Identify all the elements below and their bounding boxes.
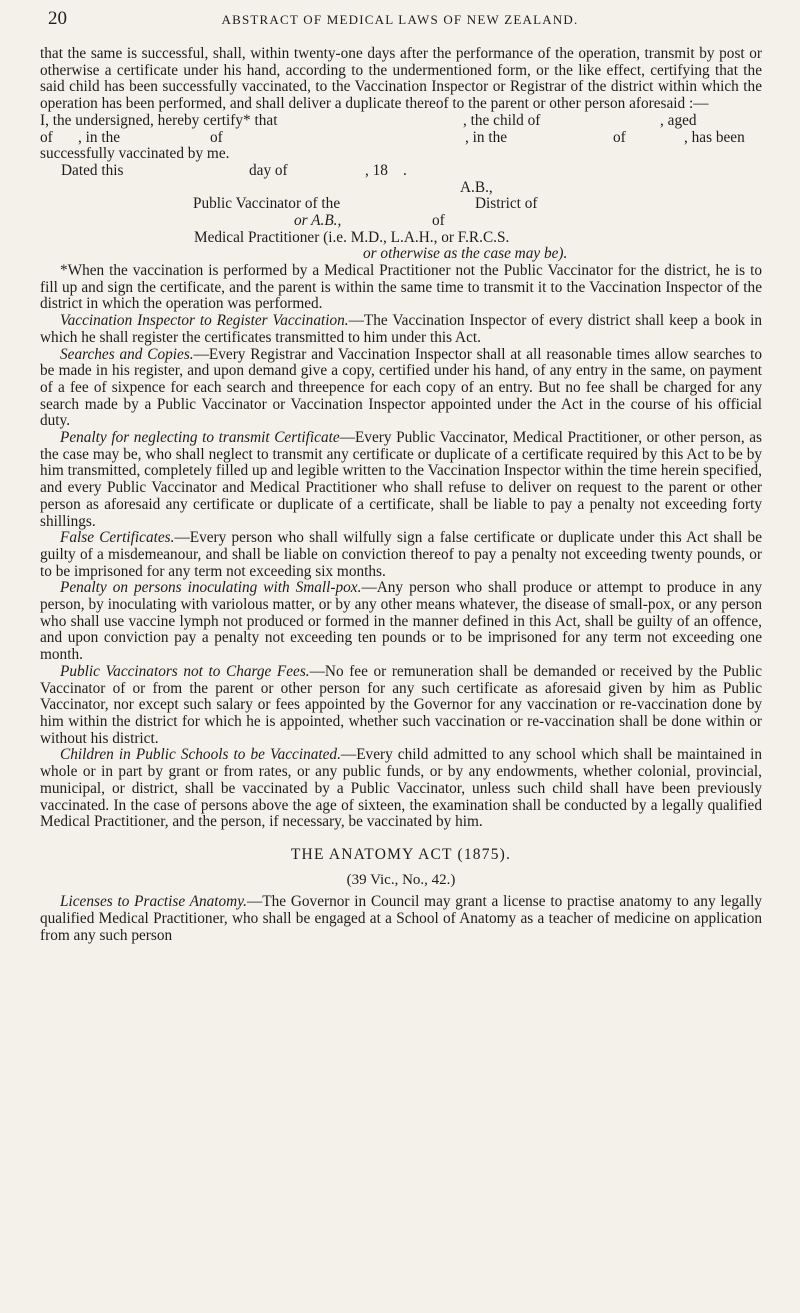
section-small-pox: [40, 580, 762, 664]
section-schools: [40, 747, 762, 831]
section-text: —Any person who shall produce or attempt to produce in any person, by inoculating with variolous matter, or by any other means whatever, the disease of small-pox, or any person who shall use vaccine lymph not produced or formed in the manner defined in this Act, shall be guilty of an offence, and upon conviction pay a penalty not exceeding ten pounds or to be imprisoned for any term not exceeding one month.: [40, 579, 762, 664]
section-text: —The Vaccination Inspector of every district shall keep a book in which he shall register the certificates transmitted to him under this Act.: [40, 312, 762, 346]
section-text: —Every Registrar and Vaccination Inspector shall at all reasonable times allow searches to be made in his register, and upon demand give a copy, certified under his hand, of any entry in the same, on payment of a fee of sixpence for each search and threepence for each copy of an entry. But no fee shall be charged for any search made by a Public Vaccinator or Vaccination Inspector appointed under the Act in the course of his official duty.: [40, 345, 762, 430]
section-penalty-certificate: [40, 430, 762, 530]
section-heading: Children in Public Schools to be Vaccinated.: [60, 746, 341, 764]
section-text: —The Governor in Council may grant a license to practise anatomy to any legally qualified Medical Practitioner, who shall be engaged at a School of Anatomy as a teacher of medicine on application from any such person: [40, 893, 762, 944]
signature-line-or: [40, 213, 762, 230]
certificate-text: , in the: [465, 128, 508, 146]
section-heading: Public Vaccinators not to Charge Fees.: [60, 662, 310, 680]
signature-text: of: [432, 211, 445, 229]
section-heading: Licenses to Practise Anatomy.: [60, 893, 247, 911]
footnote: *When the vaccination is performed by a Medical Practitioner not the Public Vaccinator for the district, he is to fill up and sign the certificate, and the parent is within the same time to transmit it to the Vaccination Inspector of the district in which the operation was performed.: [40, 262, 762, 313]
section-text: —Every Public Vaccinator, Medical Practitioner, or other person, as the case may be, who shall neglect to transmit any certificate or duplicate of a certificate required by this Act to be by him transmitted, completely filled up and legible written to the Vaccination Inspector within the time herein specified, and every Public Vaccinator and Medical Practitioner who shall refuse to deliver on request to the parent or other person as aforesaid any certificate or duplicate of a certificate, shall be liable to pay a penalty not exceeding forty shillings.: [40, 429, 762, 530]
body-text: [40, 46, 762, 944]
section-heading: Penalty on persons inoculating with Small-pox.: [60, 579, 362, 597]
signature-line-ab: [40, 180, 762, 197]
signature-text: Public Vaccinator of the: [193, 195, 341, 213]
certificate-line-2: [40, 130, 762, 147]
certificate-text: I, the undersigned, hereby certify* that: [40, 111, 278, 129]
certificate-text: day of: [249, 161, 288, 179]
signature-text: District of: [475, 195, 538, 213]
signature-line-medical-practitioner: [40, 230, 762, 247]
certificate-line-1: [40, 113, 762, 130]
section-searches: [40, 347, 762, 431]
signature-line-public-vaccinator: [40, 196, 762, 213]
opening-paragraph: that the same is successful, shall, within twenty-one days after the performance of the operation, transmit by post or otherwise a certificate under his hand, according to the undermentioned form, or the like effect, certifying that the said child has been successfully vaccinated, to the Vaccination Inspector or Registrar of the district within which the operation has been performed, and shall deliver a duplicate thereof to the parent or other person aforesaid :—: [40, 45, 762, 113]
certificate-text: successfully vaccinated by me.: [40, 145, 230, 163]
section-licenses: [40, 894, 762, 944]
certificate-text: , aged: [660, 111, 697, 129]
anatomy-act-title: THE ANATOMY ACT (1875).: [290, 845, 512, 863]
section-heading: Searches and Copies.: [60, 345, 194, 363]
signature-text: Medical Practitioner (i.e. M.D., L.A.H., or F.R.C.S.: [194, 228, 510, 246]
certificate-text: .: [403, 161, 407, 179]
anatomy-act-reference: (39 Vic., No., 42.): [346, 871, 456, 888]
section-text: —Every child admitted to any school which shall be maintained in whole or in part by grant or from rates, or any public funds, or by any endowments, whether colonial, provincial, municipal, or district, shall be vaccinated by a Public Vaccinator, unless such child shall have been previously vaccinated. In the case of persons above the age of sixteen, the examination shall be conducted by a legally qualified Medical Practitioner, and the person, if necessary, be vaccinated by him.: [40, 746, 762, 831]
certificate-line-3: [40, 146, 762, 163]
page-number: 20: [48, 8, 67, 29]
section-fees: [40, 664, 762, 748]
certificate-text: , has been: [684, 128, 745, 146]
section-heading: False Certificates.: [60, 529, 175, 547]
certificate-text: of: [40, 128, 53, 146]
certificate-text: Dated this: [61, 161, 124, 179]
section-heading: Penalty for neglecting to transmit Certificate: [60, 429, 340, 447]
section-false-certificates: [40, 530, 762, 580]
section-text: —Every person who shall wilfully sign a false certificate or duplicate under this Act shall be guilty of a misdemeanour, and shall be liable on conviction thereof to pay a penalty not exceeding twenty pounds, or to be imprisoned for any term not exceeding six months.: [40, 529, 762, 580]
section-text: —No fee or remuneration shall be demanded or received by the Public Vaccinator of or from the parent or other person for any such certificate as aforesaid given by him as Public Vaccinator, nor except such salary or fees appointed by the Governor for any vaccination or re-vaccination done by him within the district for which he is appointed, whether such vaccination or re-vaccination shall be done within or without his district.: [40, 662, 762, 747]
signature-line-otherwise: [40, 246, 762, 263]
certificate-text: of: [613, 128, 626, 146]
section-heading: Vaccination Inspector to Register Vaccination.: [60, 312, 349, 330]
section-register: [40, 313, 762, 346]
signature-text: or A.B.,: [294, 211, 342, 229]
certificate-text: , in the: [78, 128, 121, 146]
running-head: ABSTRACT OF MEDICAL LAWS OF NEW ZEALAND.: [221, 12, 579, 27]
certificate-line-4: [40, 163, 762, 180]
certificate-text: , the child of: [463, 111, 541, 129]
certificate-text: , 18: [365, 161, 388, 179]
signature-text: or otherwise as the case may be).: [363, 245, 568, 263]
signature-text: A.B.,: [460, 178, 493, 196]
certificate-text: of: [210, 128, 223, 146]
